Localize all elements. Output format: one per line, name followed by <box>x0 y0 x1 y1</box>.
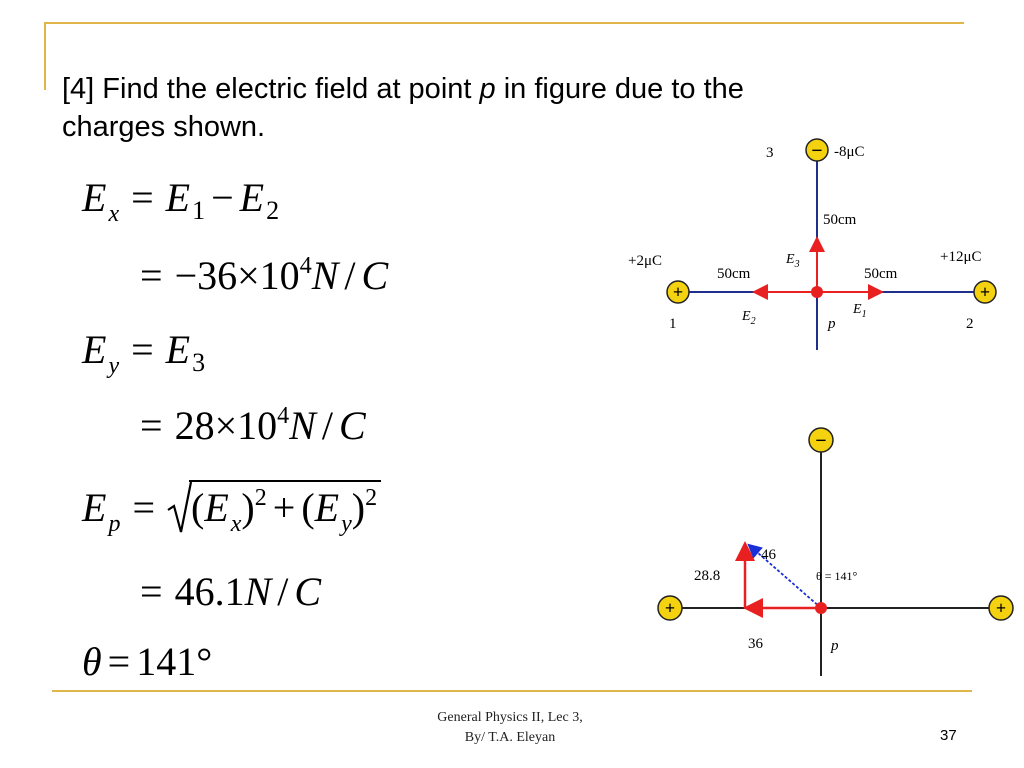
frame-bottom-rule <box>52 690 972 692</box>
angle-label: θ = 141° <box>816 569 858 583</box>
charge-2-sign: + <box>979 282 991 302</box>
point-p-dot <box>815 602 827 614</box>
footer-author: By/ T.A. Eleyan <box>464 730 556 745</box>
radical-sign-icon <box>167 480 193 536</box>
distance-vertical: 50cm <box>823 212 857 228</box>
equation-theta: θ = 141° <box>82 639 213 684</box>
left-charge-sign: + <box>664 598 676 618</box>
distance-left: 50cm <box>717 266 751 282</box>
horizontal-component-value: 36 <box>748 636 763 652</box>
equation-ey-value: = $28\times 10^4N / C$ <box>140 403 366 448</box>
resultant-vector-diagram <box>640 418 1024 680</box>
equation-ey: $E_y = E_3$ <box>82 327 206 379</box>
e3-label: $E_3$ <box>786 252 800 270</box>
page-number: 37 <box>940 727 957 744</box>
charge-2-value: +12μC <box>940 249 982 265</box>
slide-footer <box>400 708 620 748</box>
charge-1-sign: + <box>672 282 684 302</box>
frame-top-rule <box>44 22 964 24</box>
e1-label: $E_1$ <box>853 302 867 320</box>
right-charge-sign: + <box>995 598 1007 618</box>
frame-left-rule <box>44 22 46 90</box>
charge-3-sign: − <box>811 140 823 162</box>
footer-course: General Physics II, Lec 3, <box>437 710 583 725</box>
title-line-1: [4] Find the electric field at point p in figure due to the <box>62 73 744 105</box>
point-p-dot <box>811 286 823 298</box>
point-variable: p <box>479 73 496 105</box>
equation-ep-value: = 46.1N / C <box>140 569 322 614</box>
equation-ep: $E_p$ = $(E_x)^2 + (E_y)^2$ <box>82 488 377 528</box>
top-charge-sign: − <box>815 430 827 452</box>
point-p-label: p <box>831 638 839 654</box>
equation-ex: $E_x = E_1 - E_2$ <box>82 175 280 227</box>
charge-1-label: 1 <box>669 316 677 332</box>
title-line-2: charges shown. <box>62 111 266 143</box>
point-p-label: p <box>828 316 836 332</box>
charge-1-value: +2μC <box>628 253 663 269</box>
charge-configuration-diagram <box>620 130 1020 355</box>
square-root: $(E_x)^2 + (E_y)^2$ <box>167 488 377 528</box>
distance-right: 50cm <box>864 266 898 282</box>
e2-label: $E_2$ <box>742 309 756 327</box>
charge-3-label: 3 <box>766 145 774 161</box>
charge-2-label: 2 <box>966 316 974 332</box>
resultant-value: 46 <box>761 547 776 563</box>
equation-ex-value: = $-36\times 10^4N / C$ <box>140 253 389 298</box>
vertical-component-value: 28.8 <box>694 568 721 584</box>
charge-3-value: -8μC <box>834 144 865 160</box>
